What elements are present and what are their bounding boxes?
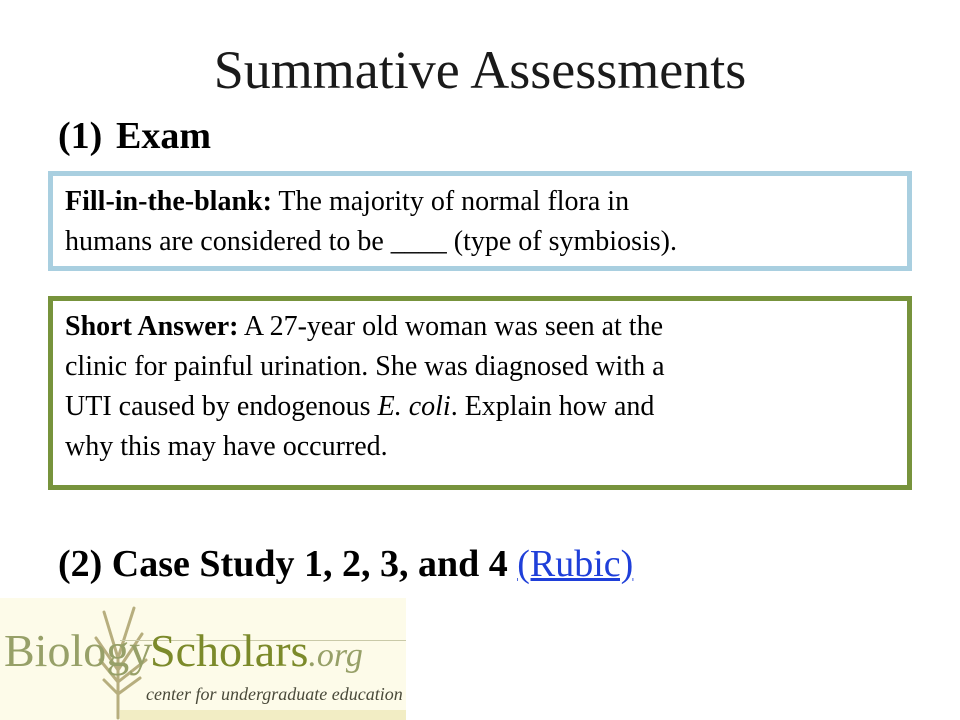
logo-text-scholars	[150, 626, 363, 681]
fill-blank-line-2: humans are considered to be ____ (type of symbiosis).	[65, 226, 677, 257]
section-label: Exam	[116, 115, 211, 157]
rubric-link[interactable]: (Rubic)	[517, 543, 634, 585]
short-answer-text-1: A 27-year old woman was seen at the	[238, 311, 664, 342]
fill-blank-label: Fill-in-the-blank:	[65, 186, 272, 217]
logo-text-biology: Biology	[4, 625, 153, 676]
short-answer-line-3	[65, 387, 897, 427]
slide-title: Summative Assessments	[213, 40, 747, 100]
short-answer-line-1	[65, 307, 897, 347]
short-answer-text-3a: UTI caused by endogenous	[65, 391, 378, 422]
short-answer-line-4: why this may have occurred.	[65, 431, 388, 462]
short-answer-text-3b: . Explain how and	[450, 391, 655, 422]
logo-text-scholars-word: Scholars	[150, 625, 309, 676]
case-study-text: (2) Case Study 1, 2, 3, and 4	[58, 543, 518, 585]
short-answer-label: Short Answer:	[65, 311, 239, 342]
fill-in-the-blank-box	[48, 171, 912, 271]
fill-blank-line-1	[65, 182, 897, 222]
organism-name: E. coli	[377, 391, 451, 422]
section-case-study	[58, 540, 633, 588]
logo-tagline: center for undergraduate education	[146, 684, 403, 704]
short-answer-line-2: clinic for painful urination. She was diagnosed with a	[65, 351, 665, 382]
section-exam-heading	[58, 112, 211, 160]
logo-text-org: .org	[308, 637, 363, 674]
fill-blank-text-1: The majority of normal flora in	[271, 186, 630, 217]
short-answer-box	[48, 296, 912, 490]
section-number: (1)	[58, 115, 103, 157]
logo-bottom-band	[120, 710, 406, 720]
